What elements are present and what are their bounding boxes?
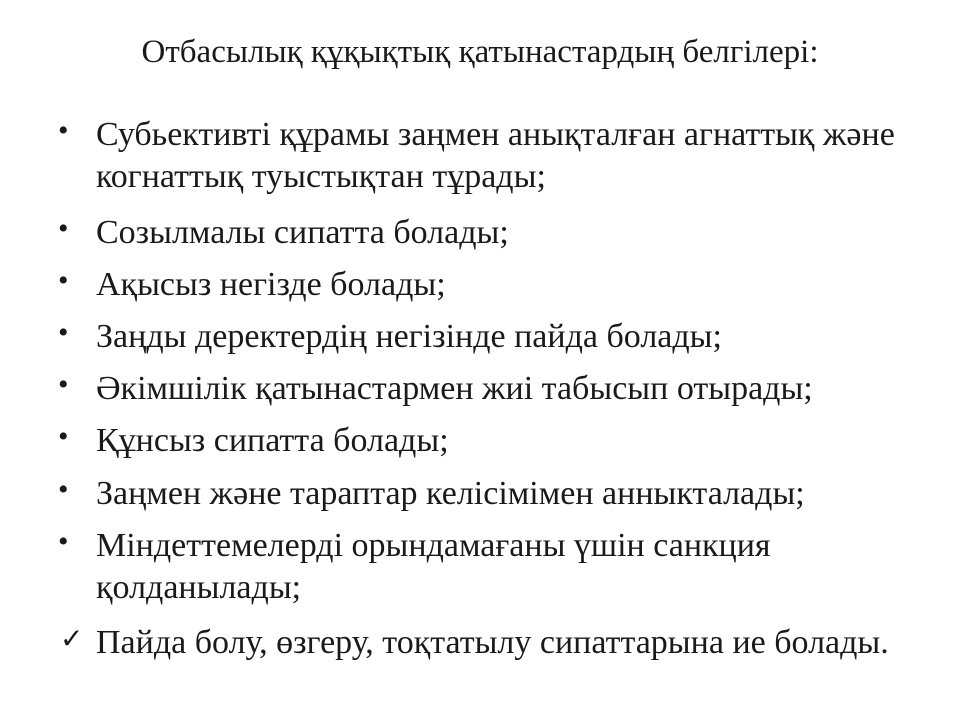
list-item-text: Ақысыз негізде болады; [96,266,446,303]
list-item-text: Құнсыз сипатта болады; [96,422,449,459]
list-item-text: Заңмен және тараптар келісімімен анныкталады; [96,475,805,512]
list-item-text: Субьективті құрамы заңмен анықталған агнаттық және когнаттық туыстықтан тұрады; [96,116,895,195]
bullet-icon: • [58,212,69,245]
bullet-icon: • [58,368,69,401]
bullet-icon: • [58,473,69,506]
bullet-icon: • [58,525,69,558]
list-item-text: Пайда болу, өзгеру, тоқтатылу сипаттарына ие болады. [96,624,889,661]
list-item-text: Міндеттемелерді орындамағаны үшін санкция қолданылады; [96,527,771,606]
slide-title: Отбасылық құқықтық қатынастардың белгілері: [141,34,819,70]
checkmark-icon: ✓ [60,622,84,655]
list-item-text: Әкімшілік қатынастармен жиі табысып отырады; [96,370,813,407]
bullet-icon: • [58,316,69,349]
bullet-icon: • [58,420,69,453]
list-item-text: Заңды деректердің негізінде пайда болады; [96,318,722,355]
bullet-icon: • [58,114,69,147]
list-item-text: Созылмалы сипатта болады; [96,214,509,251]
bullet-icon: • [58,264,69,297]
